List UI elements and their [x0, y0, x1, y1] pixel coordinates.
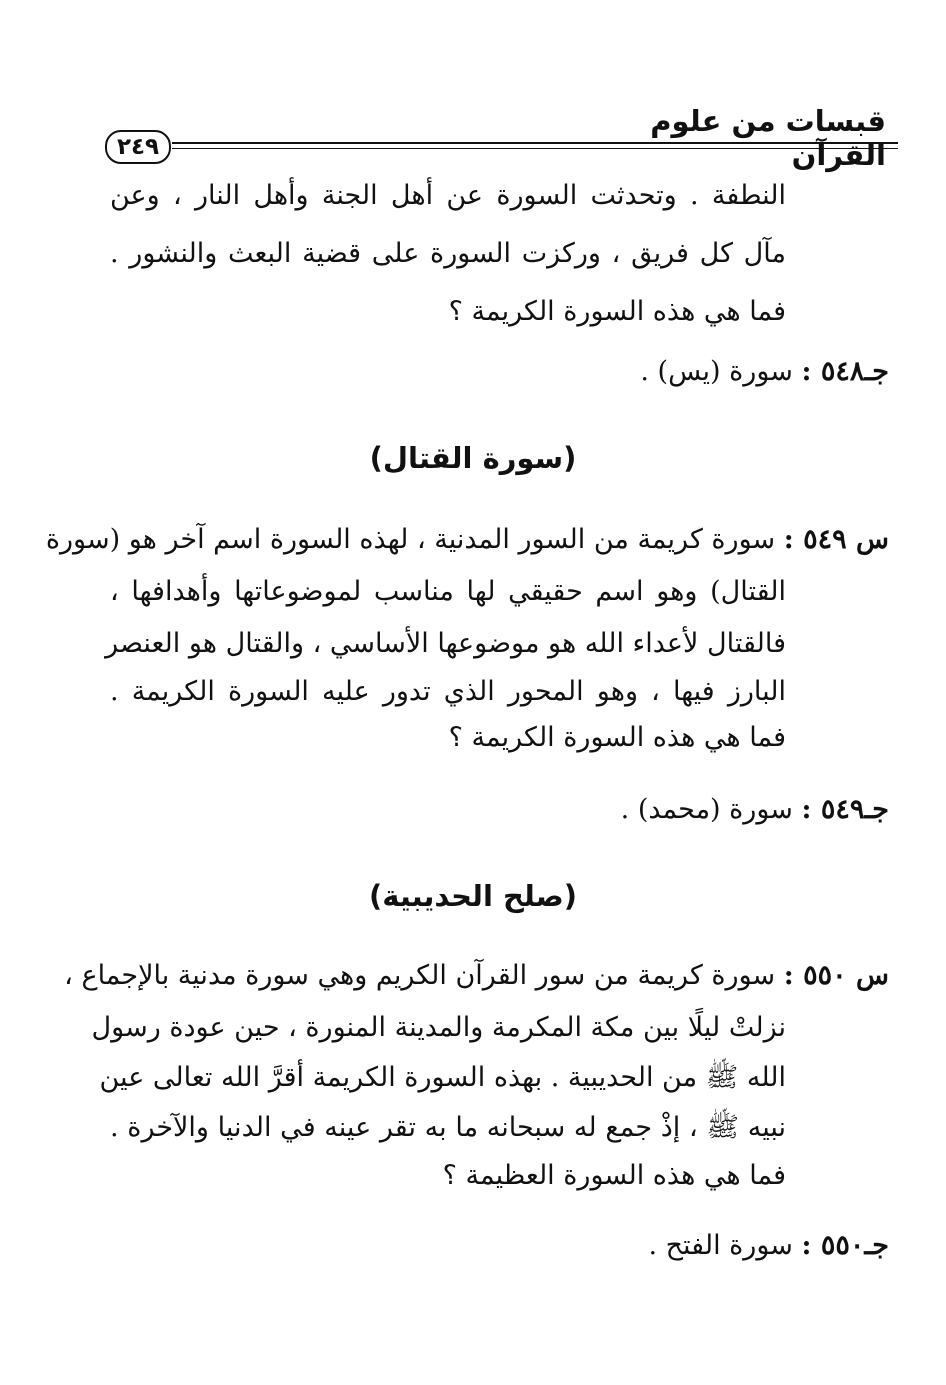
answer-549: [289, 790, 889, 830]
answer-548: [289, 352, 889, 392]
q550-line-5: فما هي هذه السورة العظيمة ؟: [442, 1160, 786, 1191]
q549-line-4: البارز فيها ، وهو المحور الذي تدور عليه السورة الكريمة .: [110, 676, 786, 707]
answer-550-marker: جـ٥٥٠ :: [801, 1230, 889, 1261]
q550-line-2: نزلتْ ليلًا بين مكة المكرمة والمدينة المنورة ، حين عودة رسول: [91, 1012, 786, 1043]
q549-line-3: فالقتال لأعداء الله هو موضوعها الأساسي ، والقتال هو العنصر: [105, 628, 786, 659]
q549-line-5: فما هي هذه السورة الكريمة ؟: [448, 722, 786, 753]
answer-550: [289, 1226, 889, 1266]
q549-line-1: [45, 520, 889, 560]
q548-line-3: فما هي هذه السورة الكريمة ؟: [448, 296, 786, 327]
section-title-hudaybiya: (صلح الحديبية): [369, 879, 577, 913]
answer-549-text: سورة (محمد) .: [620, 794, 793, 825]
answer-550-text: سورة الفتح .: [648, 1230, 793, 1261]
q550-marker: س ٥٥٠ :: [783, 960, 889, 991]
q550-line-4: نبيه ﷺ ، إذْ جمع له سبحانه ما به تقر عينه في الدنيا والآخرة .: [110, 1112, 786, 1143]
answer-548-text: سورة (يس) .: [640, 356, 793, 387]
header-rule: [172, 142, 898, 149]
q550-line-3: الله ﷺ من الحديبية . بهذه السورة الكريمة أقرَّ الله تعالى عين: [99, 1062, 786, 1093]
q548-line-2: مآل كل فريق ، وركزت السورة على قضية البعث والنشور .: [110, 238, 786, 269]
q550-line-1: [64, 956, 889, 996]
q548-line-1: النطفة . وتحدثت السورة عن أهل الجنة وأهل النار ، وعن: [110, 180, 786, 211]
section-title-qital: (سورة القتال): [369, 441, 577, 475]
running-title: قبسات من علوم القرآن: [650, 104, 886, 172]
answer-549-marker: جـ٥٤٩ :: [801, 794, 889, 825]
q549-marker: س ٥٤٩ :: [783, 524, 889, 555]
q549-first-line: سورة كريمة من السور المدنية ، لهذه السورة اسم آخر هو (سورة: [45, 524, 776, 555]
q549-line-2: القتال) وهو اسم حقيقي لها مناسب لموضوعاتها وأهدافها ،: [110, 576, 786, 607]
answer-548-marker: جـ٥٤٨ :: [801, 356, 889, 387]
q550-first-line: سورة كريمة من سور القرآن الكريم وهي سورة مدنية بالإجماع ،: [64, 960, 776, 991]
page-number: ٢٤٩: [105, 130, 171, 164]
